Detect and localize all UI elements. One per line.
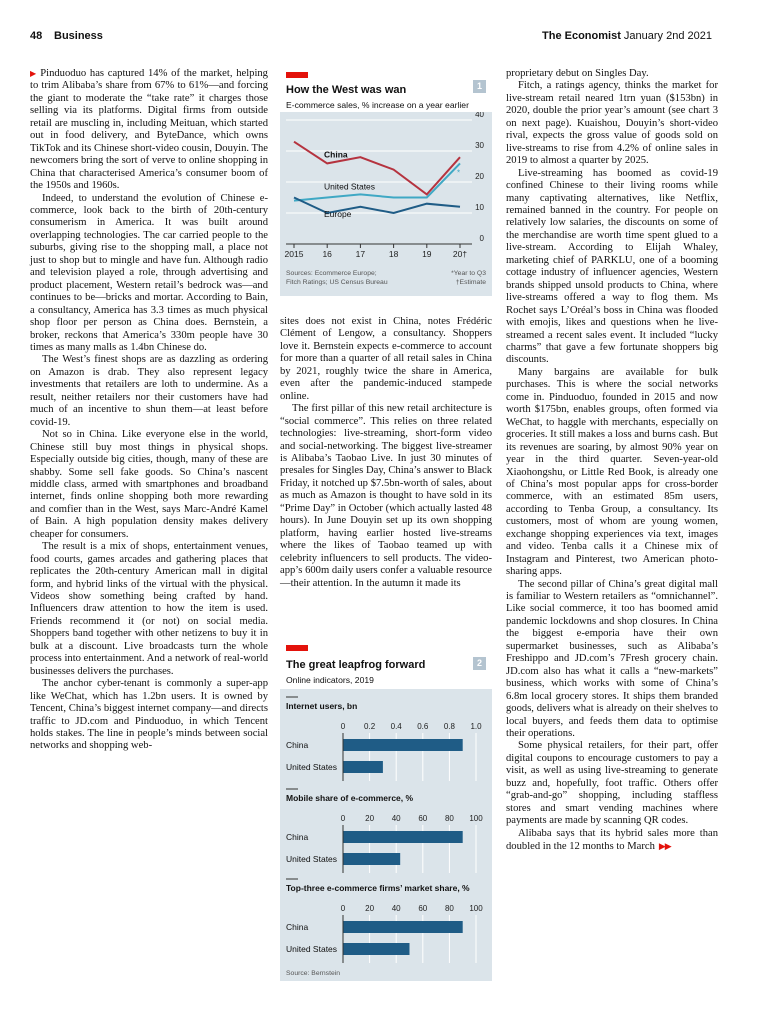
category-label: China [286, 922, 309, 932]
paragraph: Indeed, to understand the evolution of Chinese e-commerce, look back to the birth of 20th-century consumerism in America. It was built around overlapping technologies. The car carried people to the suburbs, giving rise to the shopping mall, a place not just to shop but to mingle and have fun. Although radio and television played a role, through advertising and product placement, Western retail’s bedrock was—and continues to be—bricks and mortar. According to Bain, a consultancy, America has 3.3 times as much physical shop floor per person as China does. Bernstein, a broker, reckons that America’s 330m people have 30 times as many malls as 1.4bn Chinese do. [30, 192, 268, 353]
paragraph: Fitch, a ratings agency, thinks the market for live-stream retail neared 1trn yuan ($153bn) in 2020, double the prior year’s amount (see chart 3 on next page). Kuaishou, Douyin’s short-video rival, expects the gross value of goods sold on live-streams to rise from 4.2% of online sales in 2019 to almost a quarter by 2025. [506, 80, 718, 167]
chart-source: Fitch Ratings; US Census Bureau [286, 279, 388, 286]
x-tick-label: 20 [365, 904, 375, 913]
x-tick-label: 16 [322, 249, 332, 259]
section-name: Business [54, 30, 103, 42]
category-label: United States [286, 854, 338, 864]
y-tick-label: 30 [475, 141, 484, 150]
paragraph: The first pillar of this new retail architecture is “social commerce”. This relies on three related technologies: live-streaming, short-form video and social-networking. The biggest live-streamer is Alibaba’s Taobao Live. In just 30 minutes of presales for Singles Day, China’s answer to Black Friday, it notched up $7.5bn-worth of sales, about as much as Amazon is thought to have sold in its “Prime Day” in October (which actually lasted 48 hours). In June Douyin set up its own shopping platform, having earlier hosted live-streams where the likes of Taobao teamed up with celebrity influencers to sell products. The video-app’s 600m daily users confer a valuable resource—their attention. In the autumn it made its [280, 403, 492, 589]
x-tick-label: 0.6 [417, 722, 429, 731]
chart-number-badge: 2 [473, 657, 486, 670]
paragraph-text: Pinduoduo has captured 14% of the market, helping to trim Alibaba’s share from 67% to 61%—and forcing the giant to moderate the “take rate” it charges those selling via its platforms. Digital firms from outside retail are muscling in, including Meituan, which started out in food delivery, and ByteDance, which owns TikTok and its Chinese short-video cousin, Douyin. The newcomers bring the sort of verve to online shopping in China that characterised America’s consumer boom of the 1950s and 1960s. [30, 68, 268, 192]
continued-arrow-icon: ▶▶ [658, 841, 671, 852]
category-label: China [286, 740, 309, 750]
chart-accent-bar [286, 645, 308, 651]
chart-number-badge: 1 [473, 80, 486, 93]
x-tick-label: 100 [469, 814, 483, 823]
page-header [30, 30, 712, 48]
x-tick-label: 18 [388, 249, 399, 259]
bar-united-states [343, 761, 383, 773]
x-tick-label: 0 [340, 904, 346, 913]
line-chart-how-the-west-was-wan [280, 72, 492, 296]
line-chart-svg [280, 112, 492, 296]
chart-subtitle: E-commerce sales, % increase on a year earlier [286, 100, 469, 110]
chart-panel [280, 112, 492, 296]
paragraph: Not so in China. Like everyone else in the world, Chinese still buy most things in physical shops. Especially outside big cities, though, many of these are shabby. Some sell fake goods. So China’s nascent middle class, armed with smartphones and broadband internet, finds online shopping both more rewarding and comfier than in the West, says Marc-André Kamel of Bain. A high population density makes delivery cheaper for consumers. [30, 429, 268, 540]
paragraph: The result is a mix of shops, entertainment venues, food courts, games arcades and gathering places that replicates the 20th-century American mall in digital form, and hybrid links of the virtual with the physical. Videos show something being crafted by hand. Influencers draw attention to how the item is used. Friends recommend it (or not) on social media. Shoppers band together with other netizens to buy it in bulk at a discount. Live broadcasts turn the whole process into entertainment. And a network of real-world businesses delivers the purchases. [30, 541, 268, 677]
paragraph: The anchor cyber-tenant is commonly a super-app like WeChat, which has 1.2bn users. It is owned by Tencent, China’s biggest internet company—and directs traffic to JD.com and Pinduoduo, in which Tencent holds stakes. The line in people’s minds between social networks and shopping web- [30, 678, 268, 752]
series-label-china: China [324, 149, 348, 160]
bar-china [343, 831, 463, 843]
y-tick-label: 0 [479, 234, 484, 243]
bar-united-states [343, 853, 400, 865]
chart-note: †Estimate [455, 279, 486, 286]
x-tick-label: 40 [391, 904, 401, 913]
chart-accent-bar [286, 72, 308, 78]
page-number: 48 [30, 30, 43, 42]
x-tick-label: 17 [355, 249, 366, 259]
y-tick-label: 20 [475, 172, 484, 181]
category-label: China [286, 832, 309, 842]
x-tick-label: 1.0 [470, 722, 482, 731]
series-label-united-states: United States [324, 181, 376, 192]
bar-china [343, 921, 463, 933]
x-tick-label: 19 [422, 249, 432, 259]
series-line-china [294, 142, 460, 195]
category-label: United States [286, 944, 338, 954]
chart-subtitle: Online indicators, 2019 [286, 675, 374, 685]
issue-date: January 2nd 2021 [623, 30, 712, 42]
y-tick-label: 10 [475, 203, 484, 212]
x-tick-label: 0 [340, 722, 346, 731]
panel-label: Mobile share of e-commerce, % [286, 793, 414, 803]
x-tick-label: 60 [418, 814, 428, 823]
bar-china [343, 739, 463, 751]
x-tick-label: 0.8 [443, 722, 455, 731]
x-tick-label: 2015 [284, 249, 304, 259]
paragraph [506, 828, 718, 854]
panel-label: Internet users, bn [286, 701, 358, 711]
paragraph-text: Alibaba says that its hybrid sales more than doubled in the 12 months to March [506, 827, 718, 853]
x-tick-label: 0.4 [390, 722, 402, 731]
article-column-2 [280, 316, 492, 590]
x-tick-label: 100 [469, 904, 483, 913]
paragraph [30, 68, 268, 193]
chart-title: The great leapfrog forward [286, 659, 426, 671]
chart-note: *Year to Q3 [451, 270, 486, 277]
paragraph: proprietary debut on Singles Day. [506, 68, 649, 79]
bar-chart-svg [280, 689, 492, 981]
paragraph: Some physical retailers, for their part, offer digital coupons to encourage customers to pay a visit, as well as using live-streaming to generate buzz and, hopefully, foot traffic. Others offer “grab-and-go” shopping, including staffless stores and smart vending machines where payments are made by scanning QR codes. [506, 740, 718, 827]
series-label-europe: Europe [324, 209, 352, 219]
x-tick-label: 0.2 [364, 722, 376, 731]
chart-panel [280, 689, 492, 981]
series-line-europe [294, 198, 460, 214]
estimate-marker: * [457, 168, 461, 178]
paragraph: Live-streaming has boomed as covid-19 confined Chinese to their living rooms while many captivating alternatives, like Netflix, remained banned in the country. For people on relatively low salaries, the discounts on some of the merchandise are worth time spent glued to a live-stream. According to Elijah Whaley, marketing chief of PARKLU, one of a booming cottage industry of influencer agencies, Western brands shipped unsold products to China, where live-streams offered a way to flog them. Ms Rochet says L’Oréal’s boss in China was flooded with emojis, likes and questions when he live-streamed a recent sales event. It included “lucky charms” that gave a few fortunate shoppers big discounts. [506, 167, 718, 366]
article-column-1 [30, 68, 268, 753]
x-tick-label: 80 [444, 904, 454, 913]
x-tick-label: 20 [365, 814, 375, 823]
x-tick-label: 20† [452, 249, 468, 259]
continued-arrow-icon: ▶ [30, 69, 38, 78]
paragraph: The second pillar of China’s great digital mall is familiar to Western retailers as “omnichannel”. Like social commerce, it too has boomed amid pandemic lockdowns and shop closures. In China the biggest e-emporia have their own supermarket businesses, such as Alibaba’s Freshippo and JD.com’s 7Fresh grocery chain. JD.com also has what it calls a “new-markets” business, which works with some of China’s 6.8m local grocery stores. It ships them branded goods, delivers what is already on their shelves to local buyers, and feeds them data to optimise their operations. [506, 578, 718, 740]
x-tick-label: 40 [391, 814, 401, 823]
article-column-3 [506, 68, 718, 854]
x-tick-label: 60 [418, 904, 428, 913]
panel-label: Top-three e-commerce firms’ market share, % [286, 883, 470, 893]
publication-name: The Economist [542, 30, 621, 42]
paragraph: Many bargains are available for bulk purchases. This is where the social networks come in. Pinduoduo, founded in 2015 and now worth $175bn, enables groups, often formed via WeChat, to haggle with merchants, especially on groceries. It still makes a loss and burns cash. But its revenues are soaring, by almost 90% year on year in the third quarter. Seven-year-old Xiaohongshu, or Little Red Book, is already one of China’s most popular apps for cross-border commerce, with an estimated 85m users, according to Tenba Group, a consultancy. Its customers, most of whom are young women, exchange shopping experiences via text, images and video. Tenba calls it a Chinese mix of Instagram and Pinterest, two American photo-sharing apps. [506, 366, 718, 578]
x-tick-label: 80 [444, 814, 454, 823]
bar-united-states [343, 943, 410, 955]
bar-chart-great-leapfrog [280, 645, 492, 981]
chart-source: Sources: Ecommerce Europe; [286, 270, 377, 277]
chart-source: Source: Bernstein [286, 970, 341, 977]
masthead [542, 30, 712, 42]
category-label: United States [286, 762, 338, 772]
x-tick-label: 0 [340, 814, 346, 823]
chart-title: How the West was wan [286, 84, 407, 96]
paragraph: sites does not exist in China, notes Frédéric Clément of Lengow, a consultancy. Shoppers love it. Bernstein expects e-commerce to account for more than a quarter of all retail sales in China by 2021, roughly twice the share in America, even after the pandemic-induced stampede online. [280, 316, 492, 402]
paragraph: The West’s finest shops are as dazzling as ordering on Amazon is drab. They also represent legacy investments that retailers are loth to undermine. As a result, neither retailers nor their customers have had much of an incentive to shun them—at least before covid-19. [30, 354, 268, 428]
y-tick-label: 40 [475, 112, 484, 119]
